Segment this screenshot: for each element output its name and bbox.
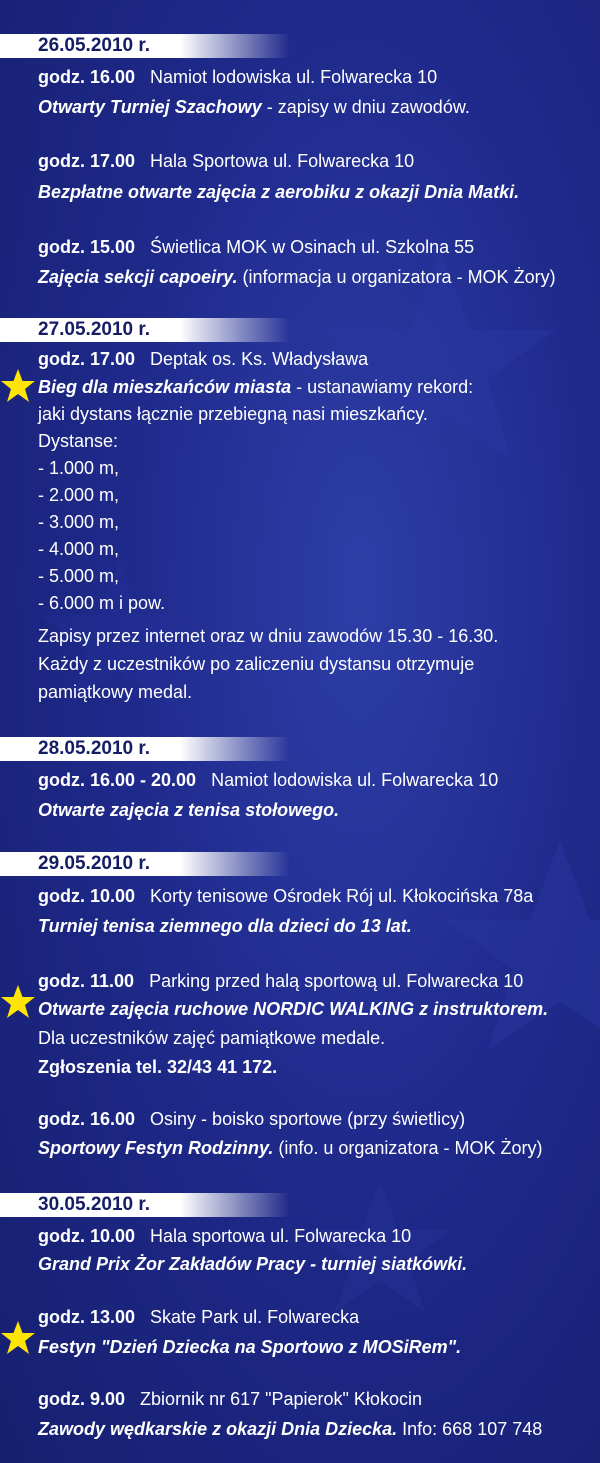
date-heading: 27.05.2010 r. xyxy=(38,319,150,340)
event-description xyxy=(38,96,470,118)
event-time: godz. 11.00 xyxy=(38,971,135,991)
event-note: (info. u organizatora - MOK Żory) xyxy=(273,1138,543,1158)
day-section xyxy=(0,34,600,287)
event-detail: - 2.000 m, xyxy=(38,485,120,505)
event-description xyxy=(38,376,473,398)
event-place: Skate Park ul. Folwarecka xyxy=(150,1307,360,1327)
event-time: godz. 17.00 xyxy=(38,151,136,171)
event-description xyxy=(38,266,556,288)
event-detail: - 6.000 m i pow. xyxy=(38,593,166,613)
event-time: godz. 10.00 xyxy=(38,1226,136,1246)
event-description xyxy=(38,1336,461,1358)
event-title: Otwarte zajęcia ruchowe NORDIC WALKING z instruktorem. xyxy=(38,999,549,1019)
event-description xyxy=(38,915,412,937)
event-detail: Dystanse: xyxy=(38,431,119,451)
event-time: godz. 15.00 xyxy=(38,237,136,257)
event-time-place xyxy=(38,348,368,370)
event-note: Info: 668 107 748 xyxy=(397,1419,543,1439)
event-title: Otwarty Turniej Szachowy xyxy=(38,97,262,117)
event-time-place xyxy=(38,970,523,992)
event-detail: Każdy z uczestników po zaliczeniu dystansu otrzymuje xyxy=(38,654,475,674)
event-time: godz. 16.00 xyxy=(38,67,136,87)
star-icon xyxy=(0,368,36,404)
event-place: Osiny - boisko sportowe (przy świetlicy) xyxy=(150,1109,466,1129)
event-place: Namiot lodowiska ul. Folwarecka 10 xyxy=(150,67,438,87)
event-title: Bieg dla mieszkańców miasta xyxy=(38,377,292,397)
event-time-place xyxy=(38,1108,465,1130)
event-description xyxy=(38,1137,542,1159)
event-description xyxy=(38,799,339,821)
event-time-place xyxy=(38,1388,422,1410)
event-time: godz. 17.00 xyxy=(38,349,136,369)
event-time-place xyxy=(38,1225,411,1247)
star-icon xyxy=(0,984,36,1020)
event-time: godz. 13.00 xyxy=(38,1307,136,1327)
date-bar xyxy=(0,852,290,876)
event-place: Korty tenisowe Ośrodek Rój ul. Kłokocińska 78a xyxy=(150,886,534,906)
event-description xyxy=(38,181,519,203)
event-place: Namiot lodowiska ul. Folwarecka 10 xyxy=(211,770,499,790)
event-title: Festyn "Dzień Dziecka na Sportowo z MOSiRem". xyxy=(38,1337,462,1357)
event-place: Hala Sportowa ul. Folwarecka 10 xyxy=(150,151,415,171)
event-time: godz. 16.00 - 20.00 xyxy=(38,770,197,790)
event-time: godz. 16.00 xyxy=(38,1109,136,1129)
event-detail: - 3.000 m, xyxy=(38,512,120,532)
day-section xyxy=(0,737,600,820)
day-section xyxy=(0,1193,600,1439)
event-detail: Zapisy przez internet oraz w dniu zawodów 15.30 - 16.30. xyxy=(38,626,499,646)
event-title: Grand Prix Żor Zakładów Pracy - turniej siatkówki. xyxy=(38,1254,468,1274)
event-title: Sportowy Festyn Rodzinny. xyxy=(38,1138,274,1158)
event-note: - zapisy w dniu zawodów. xyxy=(261,97,470,117)
event-description xyxy=(38,998,548,1020)
event-time: godz. 10.00 xyxy=(38,886,136,906)
event-place: Świetlica MOK w Osinach ul. Szkolna 55 xyxy=(150,237,475,257)
event-title: Zajęcia sekcji capoeiry. xyxy=(38,267,238,287)
event-detail: - 4.000 m, xyxy=(38,539,120,559)
event-description xyxy=(38,1418,542,1440)
event-contact: Zgłoszenia tel. 32/43 41 172. xyxy=(38,1057,278,1077)
event-time-place xyxy=(38,236,474,258)
date-heading: 28.05.2010 r. xyxy=(38,738,150,759)
event-time: godz. 9.00 xyxy=(38,1389,126,1409)
date-heading: 26.05.2010 r. xyxy=(38,35,150,56)
event-title: Zawody wędkarskie z okazji Dnia Dziecka. xyxy=(38,1419,398,1439)
date-heading: 30.05.2010 r. xyxy=(38,1194,150,1215)
event-place: Hala sportowa ul. Folwarecka 10 xyxy=(150,1226,412,1246)
event-detail: - 5.000 m, xyxy=(38,566,120,586)
event-note: (informacja u organizatora - MOK Żory) xyxy=(237,267,556,287)
day-section xyxy=(0,318,600,702)
event-title: Turniej tenisa ziemnego dla dzieci do 13 lat. xyxy=(38,916,412,936)
event-title: Bezpłatne otwarte zajęcia z aerobiku z okazji Dnia Matki. xyxy=(38,182,520,202)
event-place: Zbiornik nr 617 "Papierok" Kłokocin xyxy=(140,1389,422,1409)
event-detail: jaki dystans łącznie przebiegną nasi mieszkańcy. xyxy=(38,404,428,424)
event-place: Deptak os. Ks. Władysława xyxy=(150,349,369,369)
event-time-place xyxy=(38,1306,359,1328)
event-place: Parking przed halą sportową ul. Folwarecka 10 xyxy=(149,971,524,991)
event-time-place xyxy=(38,769,498,791)
event-note: - ustanawiamy rekord: xyxy=(291,377,474,397)
event-time-place xyxy=(38,66,437,88)
star-icon xyxy=(0,1320,36,1356)
day-section xyxy=(0,852,600,1158)
date-bar xyxy=(0,737,290,761)
event-time-place xyxy=(38,150,414,172)
event-time-place xyxy=(38,885,533,907)
event-description xyxy=(38,1253,467,1275)
date-bar xyxy=(0,1193,290,1217)
event-detail: pamiątkowy medal. xyxy=(38,682,193,702)
event-detail: Dla uczestników zajęć pamiątkowe medale. xyxy=(38,1028,386,1048)
date-heading: 29.05.2010 r. xyxy=(38,853,150,874)
date-bar xyxy=(0,318,290,342)
date-bar xyxy=(0,34,290,58)
event-detail: - 1.000 m, xyxy=(38,458,120,478)
event-title: Otwarte zajęcia z tenisa stołowego. xyxy=(38,800,340,820)
